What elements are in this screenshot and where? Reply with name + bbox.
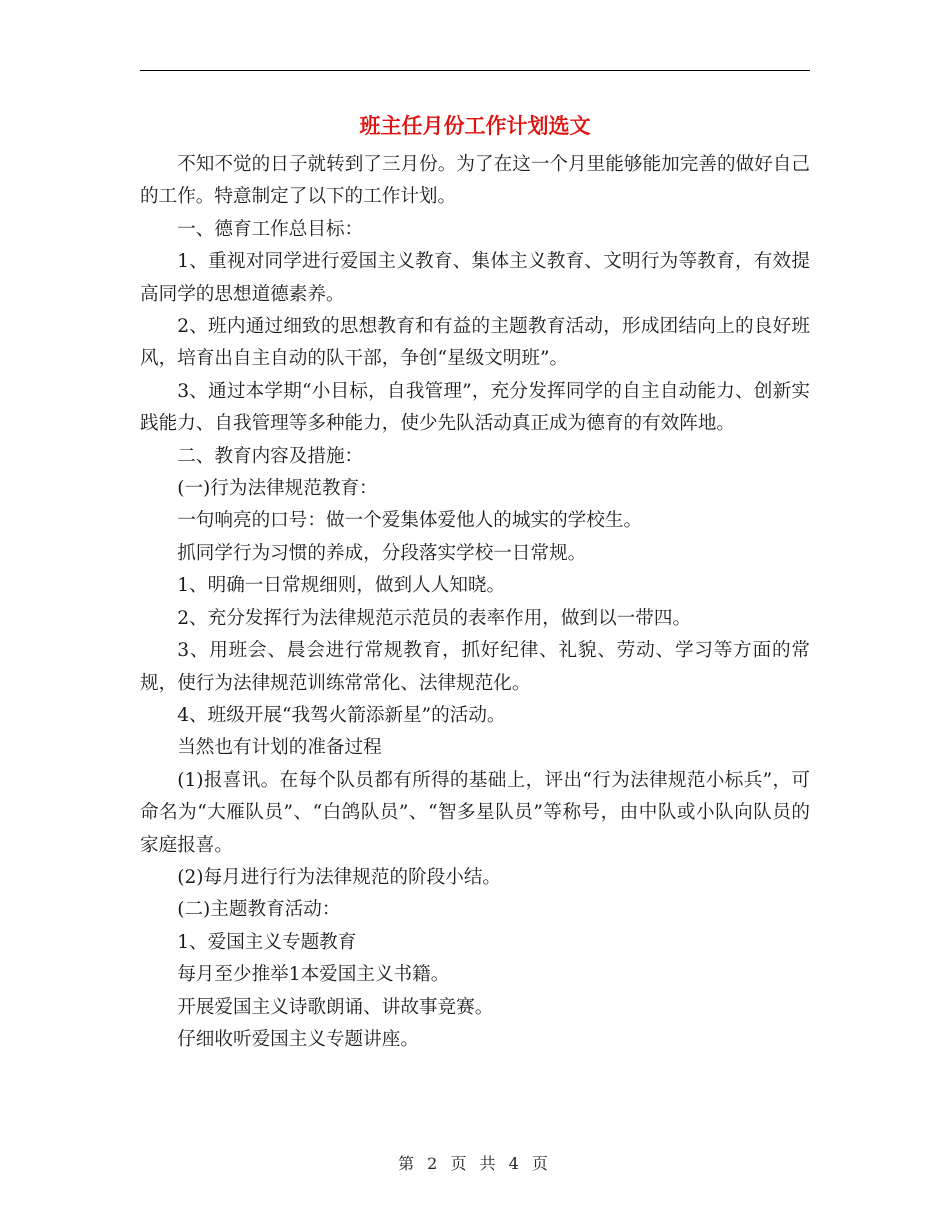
paragraph-lecture: 仔细收听爱国主义专题讲座。 xyxy=(177,1028,419,1050)
paragraph-slogan: 一句响亮的口号：做一个爱集体爱他人的城实的学校生。 xyxy=(177,510,643,532)
header-rule xyxy=(140,70,810,71)
paragraph-measure-2: 2、充分发挥行为法律规范示范员的表率作用，做到以一带四。 xyxy=(177,607,692,629)
paragraph-measure-4: 4、班级开展“我驾火箭添新星”的活动。 xyxy=(177,704,506,726)
paragraph-books: 每月至少推举1本爱国主义书籍。 xyxy=(177,964,450,986)
paragraph-patriotism-topic: 1、爱国主义专题教育 xyxy=(177,931,357,953)
paragraph-goal-2: 2、班内通过细致的思想教育和有益的主题教育活动，形成团结向上的良好班风，培育出自主自动的队干部，争创“星级文明班”。 xyxy=(140,316,810,370)
heading-content-measures: 二、教育内容及措施： xyxy=(177,445,364,467)
paragraph-goal-1: 1、重视对同学进行爱国主义教育、集体主义教育、文明行为等教育，有效提高同学的思想道德素养。 xyxy=(140,251,810,305)
paragraph-recitation: 开展爱国主义诗歌朗诵、讲故事竞赛。 xyxy=(177,996,494,1018)
subheading-behavior-education: (一)行为法律规范教育： xyxy=(177,478,378,500)
paragraph-habits: 抓同学行为习惯的养成，分段落实学校一日常规。 xyxy=(177,542,587,564)
paragraph-good-news: (1)报喜讯。在每个队员都有所得的基础上，评出“行为法律规范小标兵”，可命名为“大雁队员”、“白鸽队员”、“智多星队员”等称号，由中队或小队向队员的家庭报喜。 xyxy=(140,769,810,856)
document-title: 班主任月份工作计划选文 xyxy=(359,114,591,138)
paragraph-measure-3: 3、用班会、晨会进行常规教育，抓好纪律、礼貌、劳动、学习等方面的常规，使行为法律规范训练常常化、法律规范化。 xyxy=(140,640,810,694)
paragraph-intro: 不知不觉的日子就转到了三月份。为了在这一个月里能够能加完善的做好自己的工作。特意制定了以下的工作计划。 xyxy=(140,154,810,208)
paragraph-goal-3: 3、通过本学期“小目标，自我管理”，充分发挥同学的自主自动能力、创新实践能力、自我管理等多种能力，使少先队活动真正成为德育的有效阵地。 xyxy=(140,380,810,435)
paragraph-preparation: 当然也有计划的准备过程 xyxy=(177,737,382,759)
paragraph-measure-1: 1、明确一日常规细则，做到人人知晓。 xyxy=(177,575,506,597)
document-body xyxy=(140,149,810,1056)
heading-moral-goals: 一、德育工作总目标： xyxy=(177,218,364,240)
page-footer: 第 2 页 共 4 页 xyxy=(398,1154,552,1173)
subheading-theme-activities: (二)主题教育活动： xyxy=(177,899,341,921)
paragraph-monthly-summary: (2)每月进行行为法律规范的阶段小结。 xyxy=(177,866,502,888)
